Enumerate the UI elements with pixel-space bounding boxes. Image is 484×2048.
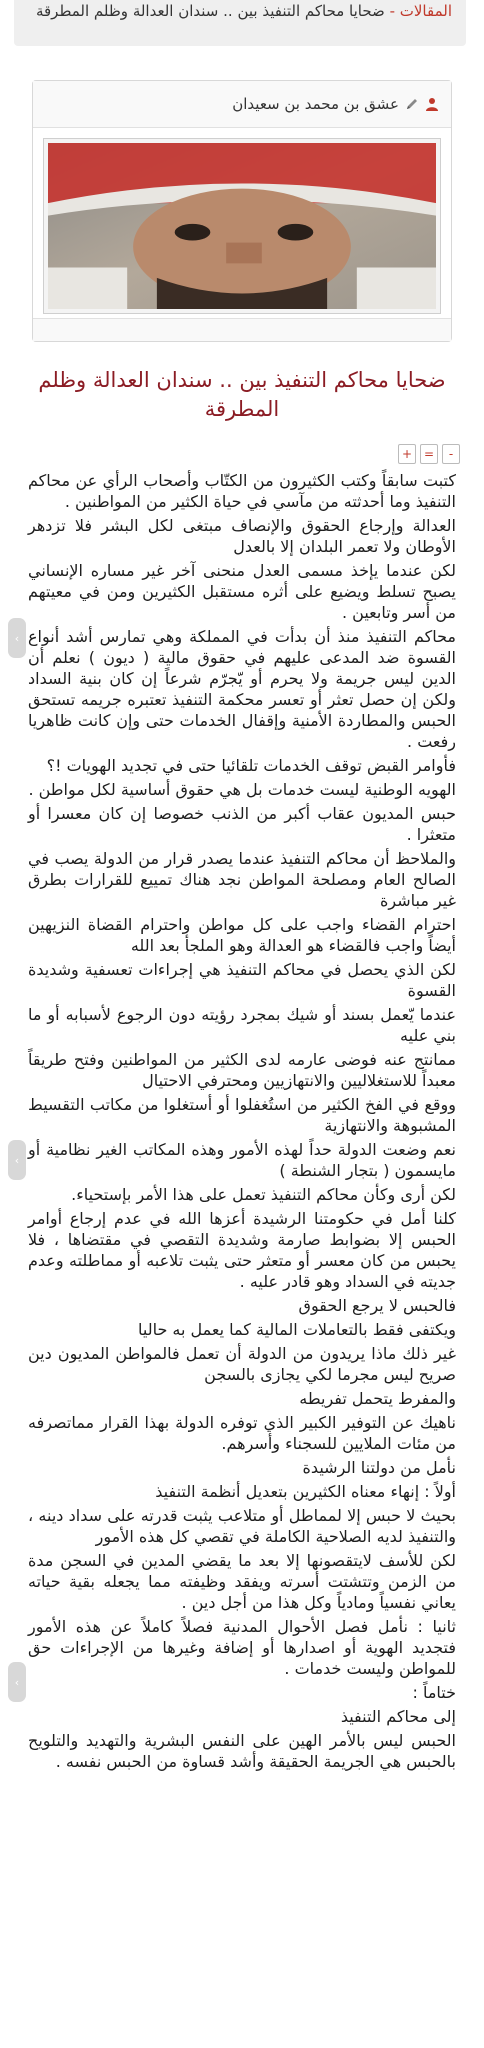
article-paragraph: نعم وضعت الدولة حداً لهذه الأمور وهذه المكاتب الغير نظامية أو مايسمون ( بتجار الشنطة ): [28, 1140, 456, 1180]
article-paragraph: لكن الذي يحصل في محاكم التنفيذ هي إجراءات تعسفية وشديدة القسوة: [28, 960, 456, 1000]
article-paragraph: ناهيك عن التوفير الكبير الذي توفره الدولة بهذا القرار مماتصرفه من مئات الملايين للسجناء وأسرهم.: [28, 1413, 456, 1453]
article-paragraph: لكن أرى وكأن محاكم التنفيذ تعمل على هذا الأمر بإستحياء.: [71, 1185, 456, 1204]
font-decrease-button[interactable]: -: [442, 444, 460, 464]
article-paragraph: الحبس ليس بالأمر الهين على النفس البشرية والتهديد والتلويح بالحبس هي الجريمة الحقيقة وأشد قساوة من الحبس نفسه .: [28, 1731, 456, 1771]
author-card: [32, 80, 452, 342]
article-paragraph: حبس المديون عقاب أكبر من الذنب خصوصا إن كان معسرا أو متعثرا .: [28, 804, 456, 844]
article-paragraph: فأوامر القبض توقف الخدمات تلقائيا حتى في تجديد الهويات !؟: [46, 756, 456, 775]
author-name[interactable]: عشق بن محمد بن سعيدان: [232, 95, 399, 113]
article-paragraph: بحيث لا حبس إلا لمماطل أو متلاعب يثبت قدرته على سداد دينه ، والتنفيذ لديه الصلاحية الكاملة في تقصي كل هذه الأمور: [28, 1506, 456, 1546]
article-paragraph: احترام القضاء واجب على كل مواطن واحترام القضاة النزيهين أيضاً واجب فالقضاء هو العدالة وهو الملجأ بعد الله: [28, 915, 456, 955]
article-paragraph: ثانيا : نأمل فصل الأحوال المدنية فصلاً كاملاً عن هذه الأمور فتجديد الهوية أو اصدارها أو إضافة وغيرها من الإجراءات حق للمواطن وليست خدمات .: [28, 1617, 456, 1678]
pen-icon: [405, 97, 419, 111]
breadcrumb-link-articles[interactable]: المقالات: [399, 2, 452, 20]
article-paragraph: غير ذلك ماذا يريدون من الدولة أن تعمل فالمواطن المديون دين صريح ليس مجرما لكي يجازى بالسجن: [28, 1344, 456, 1384]
article-paragraph: العدالة وإرجاع الحقوق والإنصاف مبتغى لكل البشر فلا تزدهر الأوطان ولا تعمر البلدان إلا بالعدل: [28, 516, 456, 556]
article-paragraph: ختاماً :: [412, 1683, 456, 1702]
font-increase-button[interactable]: +: [398, 444, 416, 464]
author-photo-frame: [43, 138, 441, 314]
side-scroll-tab[interactable]: ‹: [8, 618, 26, 658]
font-size-controls: [398, 444, 460, 464]
breadcrumb-current: ضحايا محاكم التنفيذ بين .. سندان العدالة وظلم المطرقة: [35, 2, 385, 20]
author-card-footer: [33, 318, 451, 341]
article-paragraph: كتبت سابقاً وكتب الكثيرون من الكتّاب وأصحاب الرأي عن محاكم التنفيذ وما أحدثته من مآسي في حياة الكثير من المواطنين .: [28, 471, 456, 511]
article-paragraph: والمفرط يتحمل تفريطه: [299, 1389, 456, 1408]
article-paragraph: إلى محاكم التنفيذ: [340, 1707, 456, 1726]
article-paragraph: كلنا أمل في حكومتنا الرشيدة أعزها الله في عدم إرجاع أوامر الحبس إلا بضوابط صارمة وشديدة التقصي في مقتضاها ، فلا يحبس من كان معسر أو متعثر حتى يثبت تلاعبه أو مماطلته وعدم جديته في السداد وهو قادر عليه .: [28, 1209, 456, 1291]
article-paragraph: ممانتج عنه فوضى عارمه لدى الكثير من المواطنين وفتح طريقاً معبداً للاستغلاليين والانتهازيين ومحترفي الاحتيال: [28, 1050, 456, 1090]
article-paragraph: لكن للأسف لايتقصونها إلا بعد ما يقضي المدين في السجن مدة من الزمن وتتشتت أسرته ويفقد وظيفته مما يجعله بقية حياته يعاني نفسياً ومادياً وكل هذا من أجل دين .: [28, 1551, 456, 1612]
breadcrumb: [14, 0, 466, 46]
author-photo: [48, 143, 436, 309]
user-icon: [425, 97, 439, 111]
article-paragraph: عندما يّعمل بسند أو شيك بمجرد رؤيته دون الرجوع لأسبابه أو ما بني عليه: [28, 1005, 456, 1045]
side-scroll-tab[interactable]: ‹: [8, 1140, 26, 1180]
article-body: [28, 470, 456, 1775]
article-paragraph: ويكتفى فقط بالتعاملات المالية كما يعمل به حاليا: [138, 1320, 456, 1339]
side-scroll-tab[interactable]: ‹: [8, 1662, 26, 1702]
article-paragraph: محاكم التنفيذ منذ أن بدأت في المملكة وهي تمارس أشد أنواع القسوة ضد المدعى عليهم في حقوق مالية ( ديون ) نعلم أن الدين ليس جريمة ولا يحرم أو يّجرّم شرعاً إن كان بنية السداد ولكن إن حصل تعثر أو تعسر محكمة التنفيذ تعتبره جريمه تستحق الحبس والمطاردة الأمنية وإقفال الخدمات حتى وإن كانت ظاهريا رفعت .: [28, 627, 456, 751]
article-paragraph: نأمل من دولتنا الرشيدة: [302, 1458, 456, 1477]
article-paragraph: والملاحظ أن محاكم التنفيذ عندما يصدر قرار من الدولة يصب في الصالح العام ومصلحة المواطن نجد هناك تمييع للقرارات بطرق غير مباشرة: [28, 849, 456, 910]
breadcrumb-separator: -: [384, 2, 400, 20]
article-paragraph: لكن عندما يإخذ مسمى العدل منحنى آخر غير مساره الإنساني يصبح تسلط ويضيع على أثره مستقبل الكثيرين ومن في معيتهم من أسر وتابعين .: [28, 561, 456, 622]
article-title: ضحايا محاكم التنفيذ بين .. سندان العدالة وظلم المطرقة: [38, 368, 446, 421]
article-paragraph: الهويه الوطنية ليست خدمات بل هي حقوق أساسية لكل مواطن .: [28, 780, 456, 799]
author-card-header: [33, 81, 451, 128]
font-reset-button[interactable]: =: [420, 444, 438, 464]
article-paragraph: فالحبس لا يرجع الحقوق: [298, 1296, 456, 1315]
article-paragraph: ووقع في الفخ الكثير من استُغفلوا أو أستغلوا من مكاتب التقسيط المشبوهة والانتهازية: [28, 1095, 456, 1135]
article-paragraph: أولاً : إنهاء معناه الكثيرين بتعديل أنظمة التنفيذ: [155, 1482, 456, 1501]
